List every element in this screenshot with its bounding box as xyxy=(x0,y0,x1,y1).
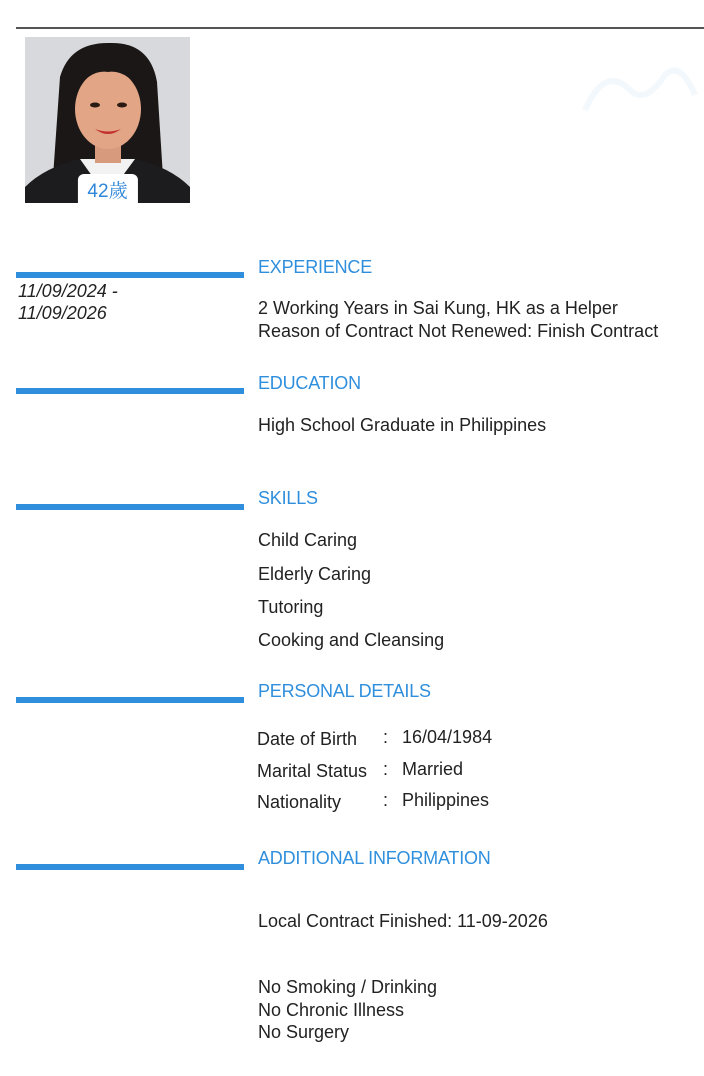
education-text: High School Graduate in Philippines xyxy=(258,415,547,435)
personal-details-heading: PERSONAL DETAILS xyxy=(258,681,431,701)
note-item: No Surgery xyxy=(258,1022,350,1042)
contract-finished-text: Local Contract Finished: 11-09-2026 xyxy=(258,911,548,931)
dob-value: 16/04/1984 xyxy=(402,727,493,747)
note-item: No Smoking / Drinking xyxy=(258,977,438,997)
experience-divider xyxy=(16,272,244,278)
additional-info-divider xyxy=(16,864,244,870)
experience-line-2: Reason of Contract Not Renewed: Finish Contract xyxy=(258,321,659,341)
nationality-label: Nationality xyxy=(257,792,342,812)
nationality-colon: : xyxy=(383,790,389,810)
additional-info-heading: ADDITIONAL INFORMATION xyxy=(258,848,491,868)
experience-date-from: 11/09/2024 - xyxy=(18,281,118,301)
experience-heading: EXPERIENCE xyxy=(258,257,373,277)
experience-line-1: 2 Working Years in Sai Kung, HK as a Helper xyxy=(258,298,618,318)
education-heading: EDUCATION xyxy=(258,373,361,393)
skill-item: Child Caring xyxy=(258,530,358,550)
age-badge: 42歲 xyxy=(77,174,137,203)
marital-status-label: Marital Status xyxy=(257,761,368,781)
skill-item: Elderly Caring xyxy=(258,564,372,584)
nationality-value: Philippines xyxy=(402,790,490,810)
top-divider xyxy=(16,27,704,29)
experience-date-range xyxy=(18,280,118,324)
marital-status-value: Married xyxy=(402,759,464,779)
education-divider xyxy=(16,388,244,394)
dob-label: Date of Birth xyxy=(257,729,358,749)
experience-date-to: 11/09/2026 xyxy=(18,303,107,323)
skills-divider xyxy=(16,504,244,510)
profile-photo xyxy=(25,37,190,203)
skill-item: Cooking and Cleansing xyxy=(258,630,445,650)
skill-item: Tutoring xyxy=(258,597,324,617)
note-item: No Chronic Illness xyxy=(258,1000,405,1020)
watermark-logo xyxy=(575,60,704,125)
skills-heading: SKILLS xyxy=(258,488,318,508)
personal-details-divider xyxy=(16,697,244,703)
marital-status-colon: : xyxy=(383,759,389,779)
dob-colon: : xyxy=(383,727,389,747)
